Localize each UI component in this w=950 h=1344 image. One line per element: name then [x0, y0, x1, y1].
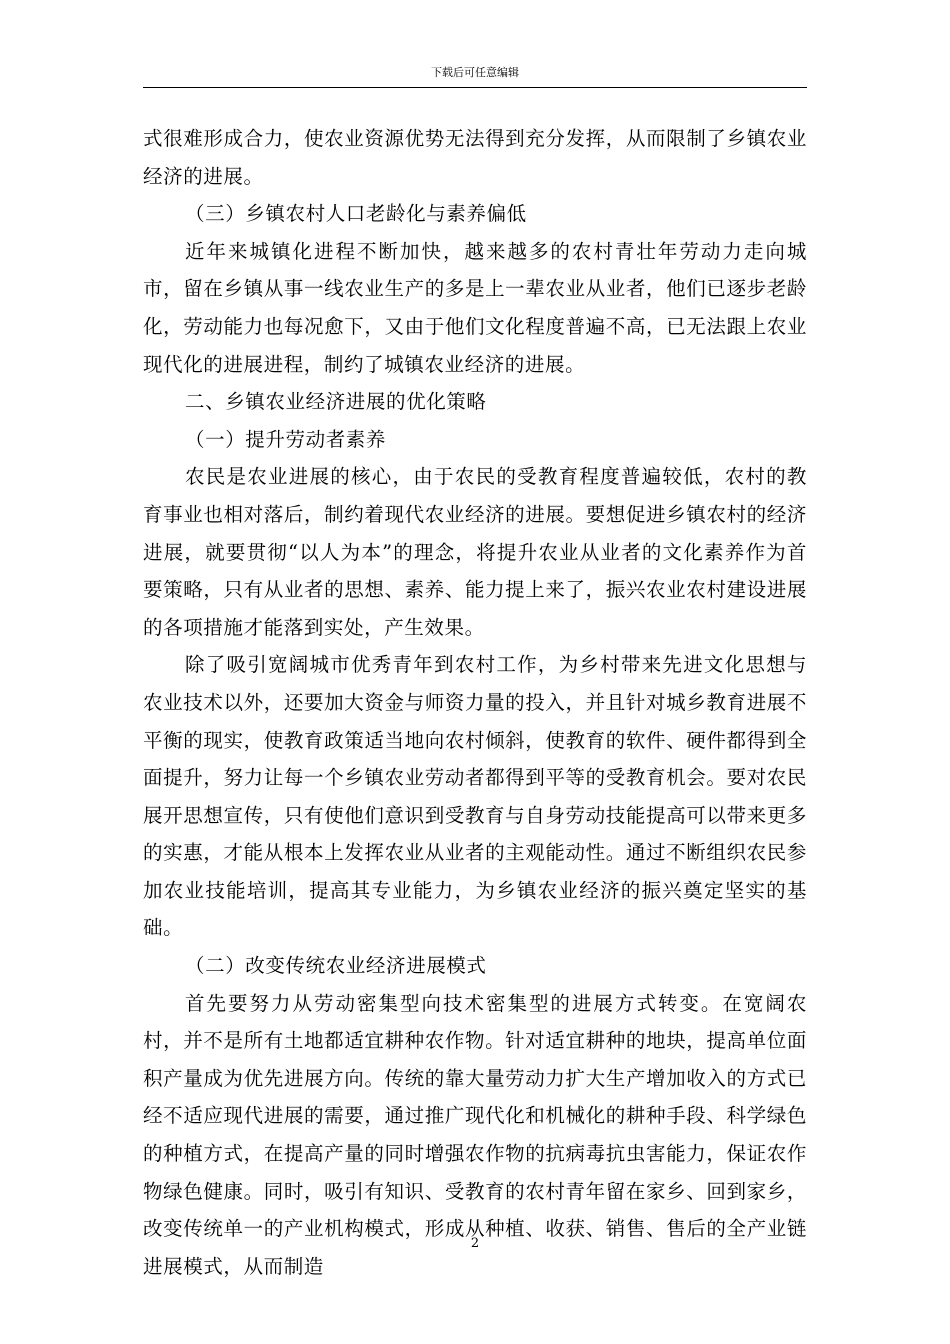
paragraph-technology-shift: 首先要努力从劳动密集型向技术密集型的进展方式转变。在宽阔农村，并不是所有土地都适宜耕种农作物。针对适宜耕种的地块，提高单位面积产量成为优先进展方向。传统的靠大量劳动力扩大生产增加收入的方式已经不适应现代进展的需要，通过推广现代化和机械化的耕种手段、科学绿色的种植方式，在提高产量的同时增强农作物的抗病毒抗虫害能力，保证农作物绿色健康。同时，吸引有知识、受教育的农村青年留在家乡、回到家乡，改变传统单一的产业机构模式，形成从种植、收获、销售、售后的全产业链进展模式，从而制造 — [143, 991, 807, 1278]
page-number: 2 — [470, 1236, 480, 1251]
page-header: 下载后可任意编辑 — [431, 66, 519, 79]
subheading-worker-quality: （一）提升劳动者素养 — [185, 427, 387, 451]
paragraph-education-investment: 除了吸引宽阔城市优秀青年到农村工作，为乡村带来先进文化思想与农业技术以外，还要加大资金与师资力量的投入，并且针对城乡教育进展不平衡的现实，使教育政策适当地向农村倾斜，使教育的软件、硬件都得到全面提升，努力让每一个乡镇农业劳动者都得到平等的受教育机会。要对农民展开思想宣传，只有使他们意识到受教育与自身劳动技能提高可以带来更多的实惠，才能从根本上发挥农业从业者的主观能动性。通过不断组织农民参加农业技能培训，提高其专业能力，为乡镇农业经济的振兴奠定坚实的基础。 — [143, 653, 807, 940]
subheading-change-model: （二）改变传统农业经济进展模式 — [185, 954, 487, 978]
paragraph-continuation: 式很难形成合力，使农业资源优势无法得到充分发挥，从而限制了乡镇农业经济的进展。 — [143, 127, 807, 188]
subheading-aging-population: （三）乡镇农村人口老龄化与素养偏低 — [185, 202, 527, 226]
paragraph-farmer-core: 农民是农业进展的核心，由于农民的受教育程度普遍较低，农村的教育事业也相对落后，制约着现代农业经济的进展。要想促进乡镇农村的经济进展，就要贯彻“以人为本”的理念，将提升农业从业者的文化素养作为首要策略，只有从业者的思想、素养、能力提上来了，振兴农业农村建设进展的各项措施才能落到实处，产生效果。 — [143, 465, 807, 639]
document-body — [143, 120, 807, 1285]
paragraph-aging-population: 近年来城镇化进程不断加快，越来越多的农村青壮年劳动力走向城市，留在乡镇从事一线农业生产的多是上一辈农业从业者，他们已逐步老龄化，劳动能力也每况愈下，又由于他们文化程度普遍不高，已无法跟上农业现代化的进展进程，制约了城镇农业经济的进展。 — [143, 239, 807, 376]
header-divider — [143, 87, 807, 88]
section-heading-optimization: 二、乡镇农业经济进展的优化策略 — [185, 390, 487, 414]
